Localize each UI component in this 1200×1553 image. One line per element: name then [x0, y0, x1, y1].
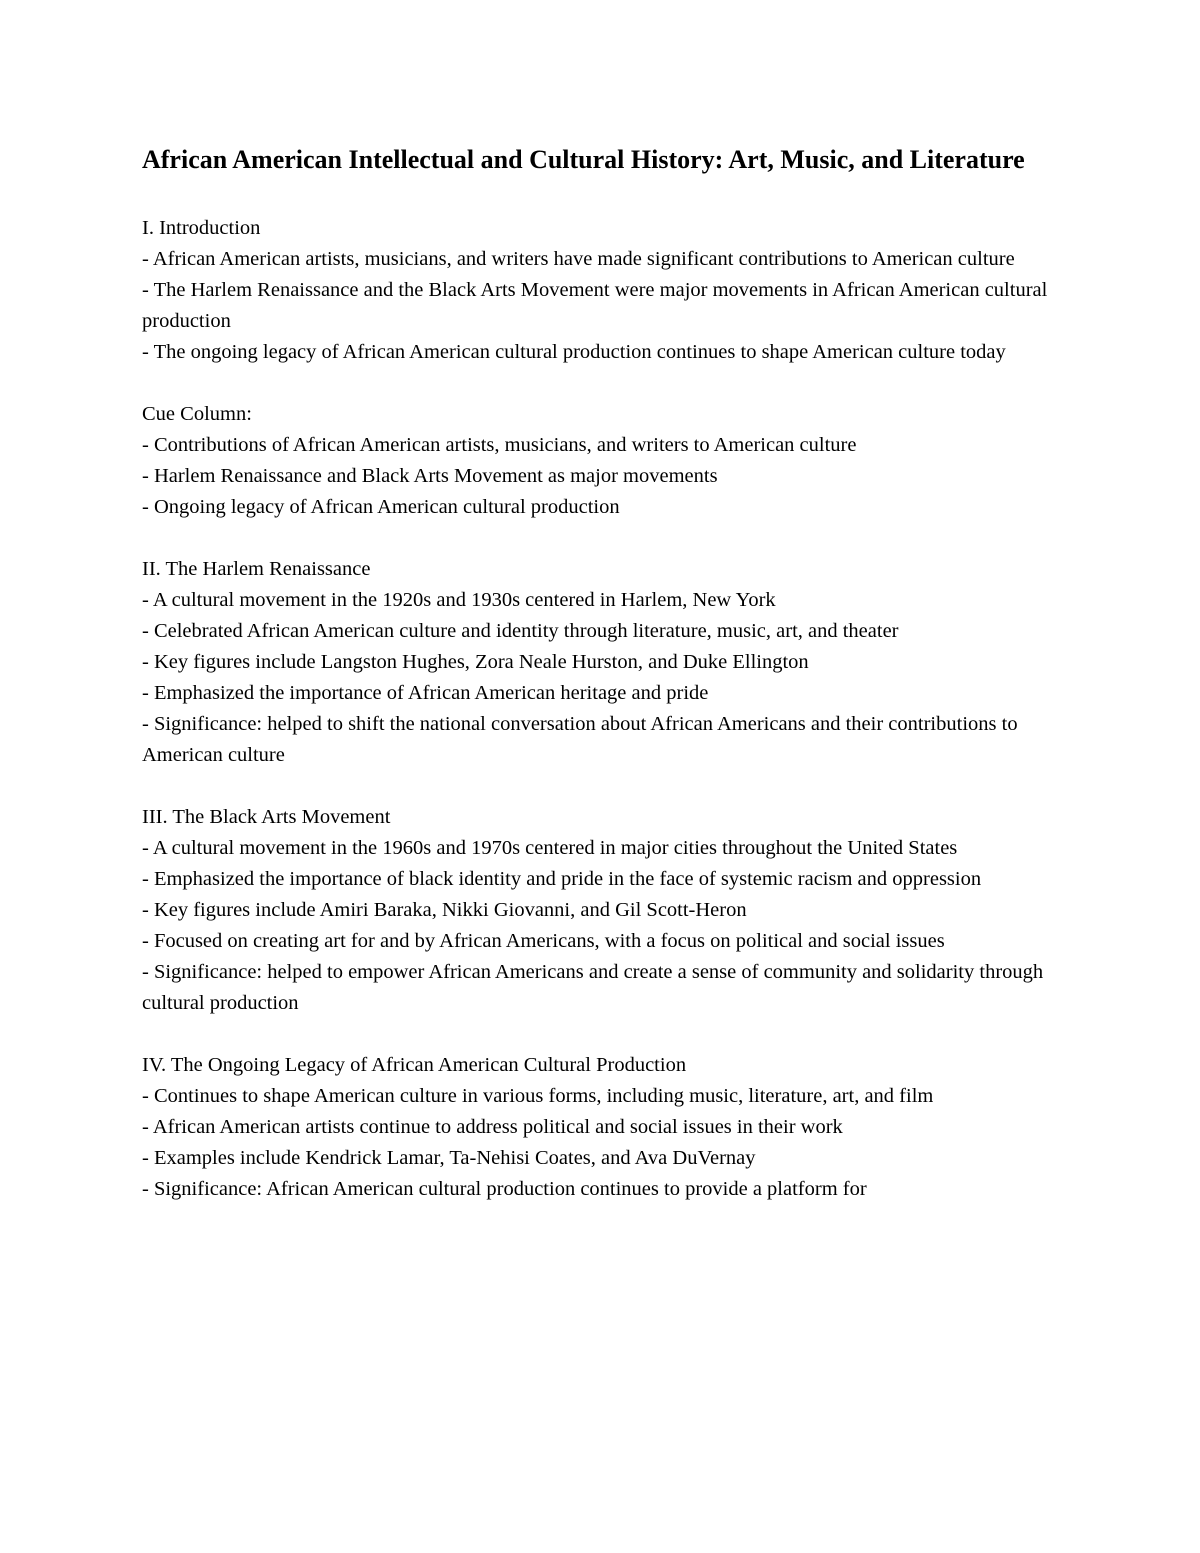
- bullet-list: [142, 585, 1057, 771]
- bullet-item: - Continues to shape American culture in various forms, including music, literature, art, and film: [142, 1085, 934, 1107]
- section-heading: II. The Harlem Renaissance: [142, 558, 371, 580]
- bullet-item: - Key figures include Langston Hughes, Zora Neale Hurston, and Duke Ellington: [142, 651, 809, 673]
- bullet-item: - Celebrated African American culture and identity through literature, music, art, and theater: [142, 620, 899, 642]
- bullet-item: - A cultural movement in the 1960s and 1970s centered in major cities throughout the United States: [142, 837, 958, 859]
- bullet-item: - Ongoing legacy of African American cultural production: [142, 496, 620, 518]
- bullet-item: - Key figures include Amiri Baraka, Nikki Giovanni, and Gil Scott-Heron: [142, 899, 747, 921]
- bullet-item: - Contributions of African American artists, musicians, and writers to American culture: [142, 434, 857, 456]
- bullet-item: - African American artists, musicians, and writers have made significant contributions to American culture: [142, 248, 1015, 270]
- section-heading: IV. The Ongoing Legacy of African American Cultural Production: [142, 1054, 687, 1076]
- bullet-item: - A cultural movement in the 1920s and 1930s centered in Harlem, New York: [142, 589, 776, 611]
- bullet-item: - Emphasized the importance of African American heritage and pride: [142, 682, 709, 704]
- section-heading: III. The Black Arts Movement: [142, 806, 391, 828]
- bullet-item: - Focused on creating art for and by African Americans, with a focus on political and social issues: [142, 930, 945, 952]
- bullet-item: - Harlem Renaissance and Black Arts Movement as major movements: [142, 465, 718, 487]
- bullet-item: - Examples include Kendrick Lamar, Ta-Nehisi Coates, and Ava DuVernay: [142, 1147, 756, 1169]
- section-introduction: [142, 213, 1057, 368]
- section-harlem-renaissance: [142, 554, 1057, 771]
- section-black-arts-movement: [142, 802, 1057, 1019]
- bullet-item: - Emphasized the importance of black identity and pride in the face of systemic racism and oppression: [142, 868, 982, 890]
- bullet-item: - Significance: helped to shift the national conversation about African Americans and their contributions to American culture: [142, 713, 1018, 766]
- document-body: [142, 140, 1057, 1236]
- bullet-item: - Significance: African American cultural production continues to provide a platform for: [142, 1178, 867, 1200]
- bullet-item: - The ongoing legacy of African American cultural production continues to shape American culture today: [142, 341, 1006, 363]
- bullet-item: - African American artists continue to address political and social issues in their work: [142, 1116, 843, 1138]
- section-cue-column: [142, 399, 1057, 523]
- bullet-list: [142, 244, 1057, 368]
- bullet-item: - The Harlem Renaissance and the Black Arts Movement were major movements in African American cultural production: [142, 279, 1048, 332]
- bullet-list: [142, 833, 1057, 1019]
- bullet-list: [142, 430, 1057, 523]
- bullet-item: - Significance: helped to empower African Americans and create a sense of community and solidarity through cultural production: [142, 961, 1044, 1014]
- section-ongoing-legacy: [142, 1050, 1057, 1205]
- section-heading: I. Introduction: [142, 217, 261, 239]
- document-title: African American Intellectual and Cultural History: Art, Music, and Literature: [142, 145, 1025, 174]
- bullet-list: [142, 1081, 1057, 1205]
- section-heading: Cue Column:: [142, 403, 252, 425]
